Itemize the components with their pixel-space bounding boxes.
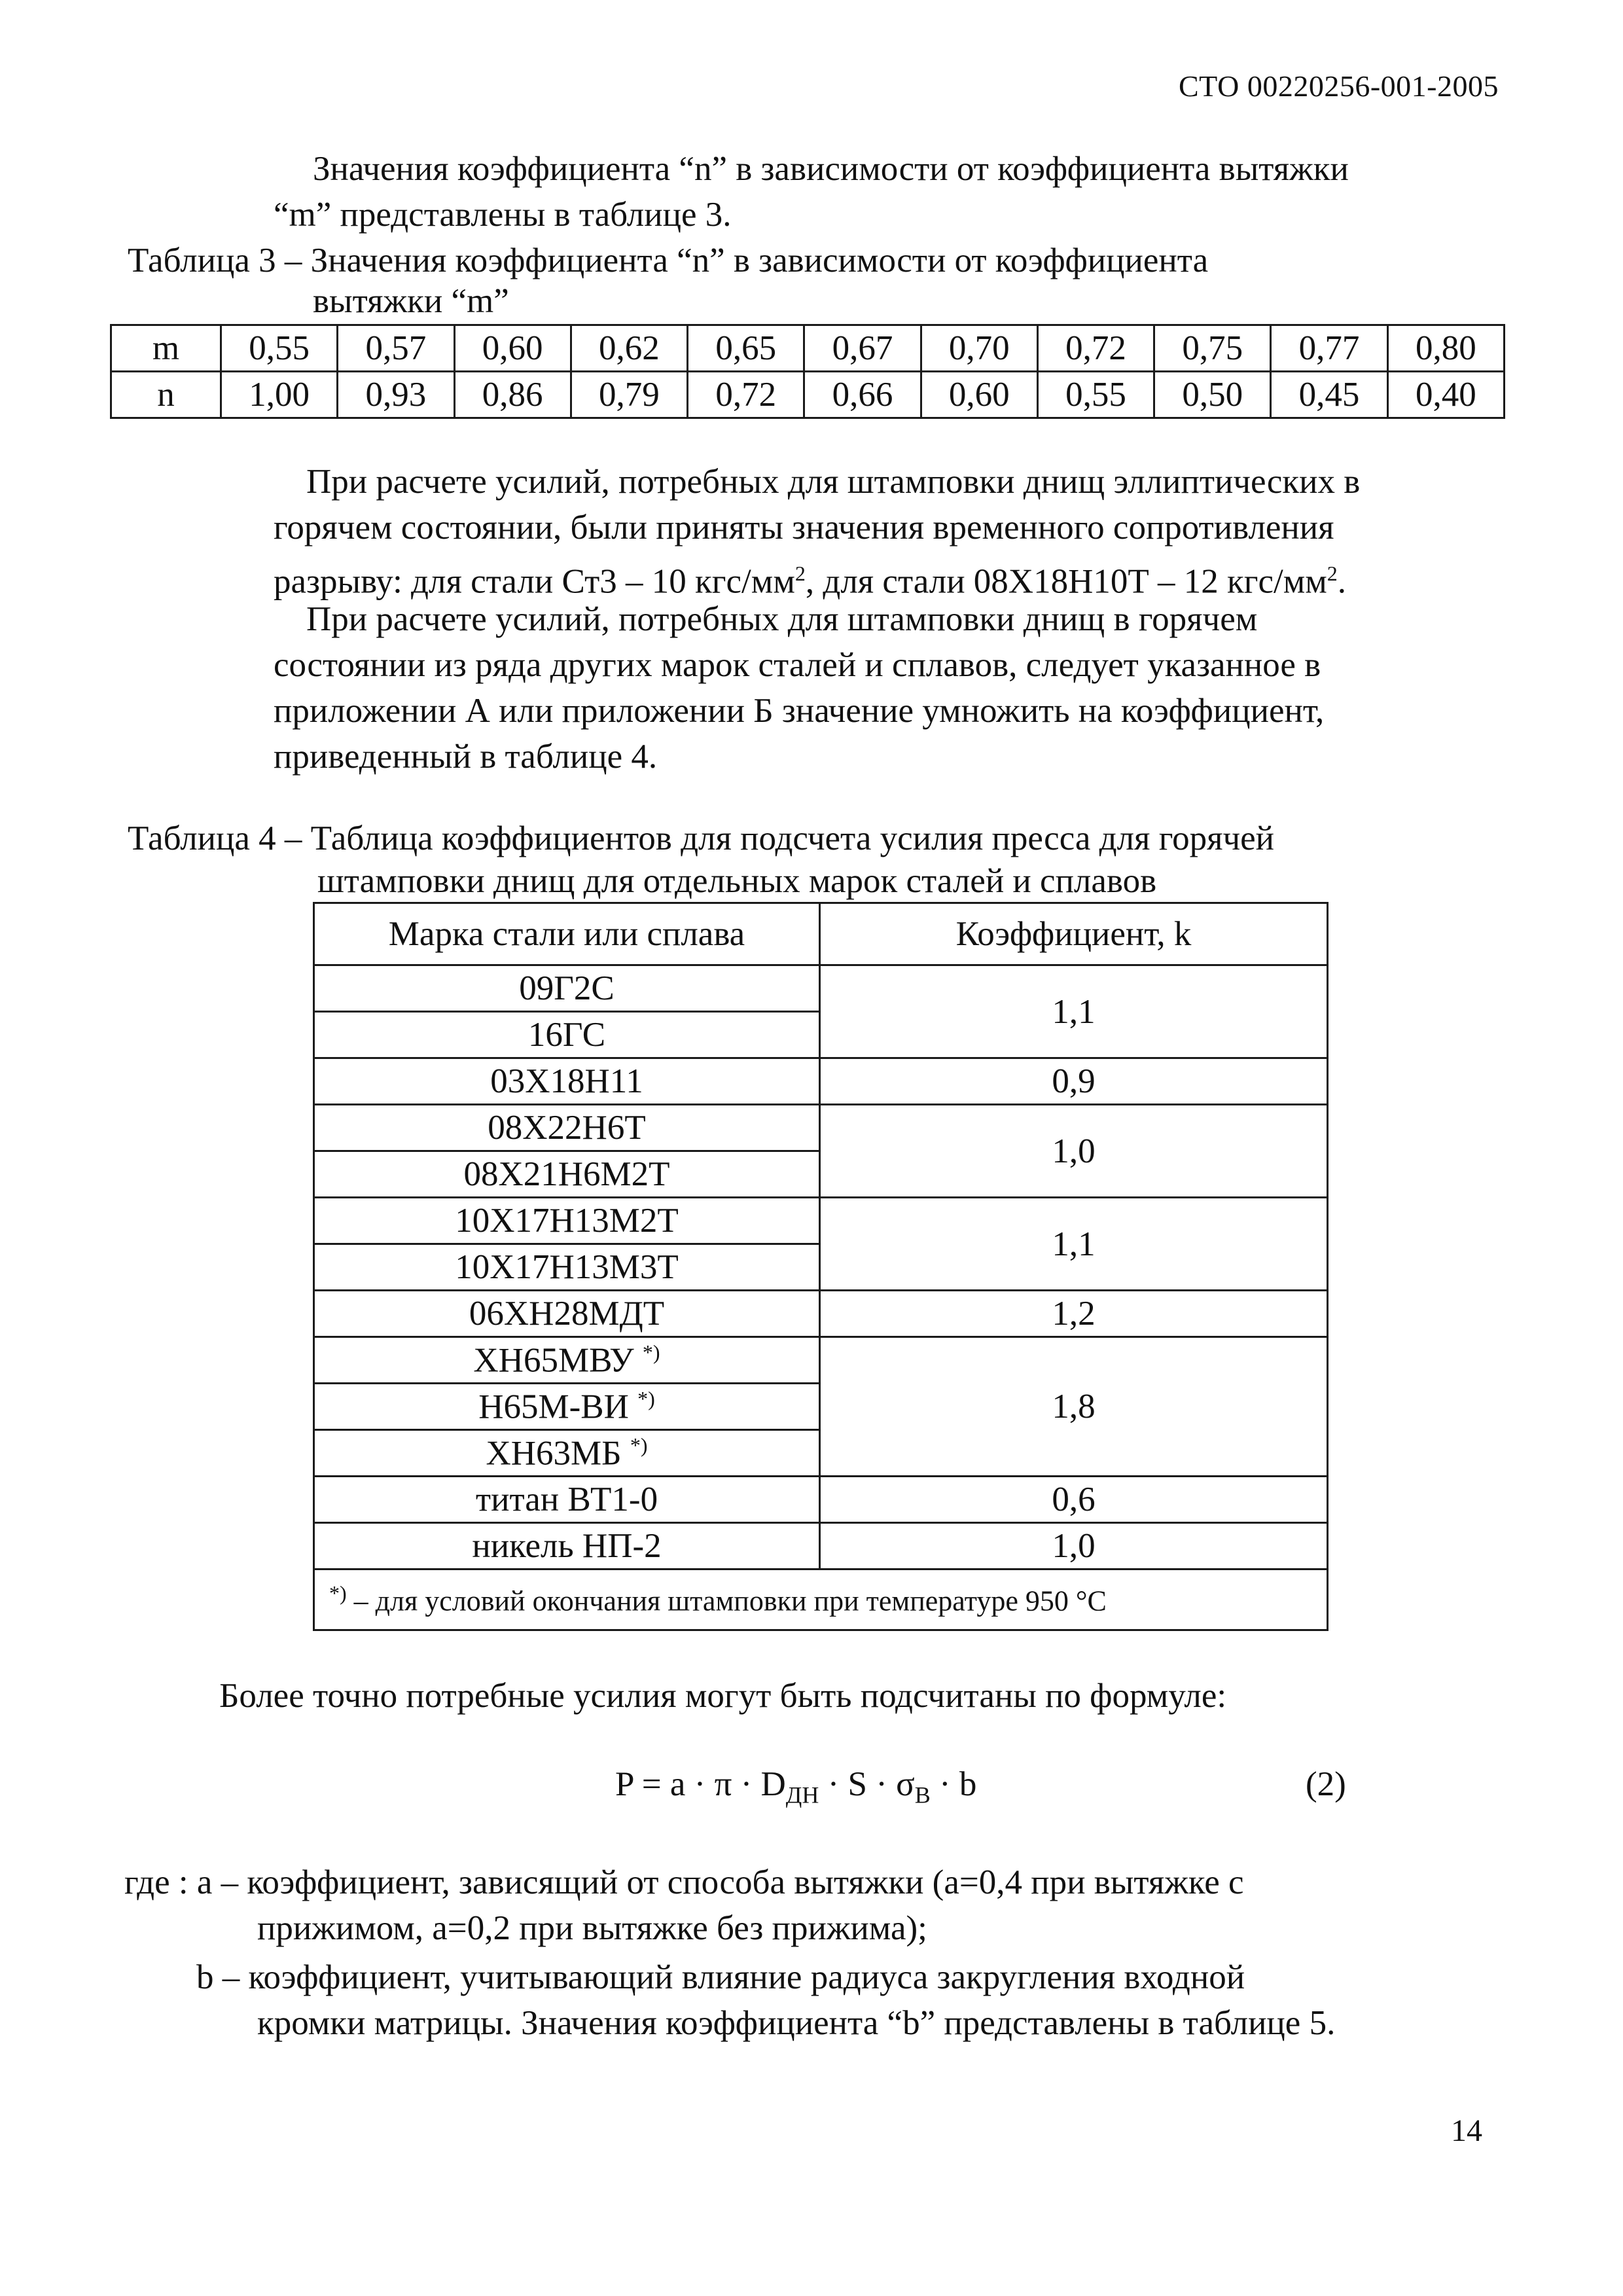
table-cell: 0,77: [1271, 325, 1387, 372]
intro-line-1: Значения коэффициента “n” в зависимости от коэффициента вытяжки: [313, 150, 1349, 188]
coefficient-cell: 1,8: [820, 1337, 1328, 1477]
table-row: [314, 1105, 1328, 1151]
table-cell: 1,00: [221, 372, 338, 418]
footnote-text: – для условий окончания штамповки при температуре 950 °С: [346, 1585, 1107, 1617]
footnote-marker: *): [329, 1581, 347, 1605]
row-label-m: m: [111, 325, 221, 372]
row-label-n: n: [111, 372, 221, 418]
table4: [313, 902, 1329, 1631]
table3-caption: Таблица 3 – Значения коэффициента “n” в зависимости от коэффициента: [128, 242, 1209, 279]
where-b-line-2: кромки матрицы. Значения коэффициента “b” представлены в таблице 5.: [257, 2004, 1336, 2042]
table-cell: 0,70: [921, 325, 1037, 372]
table-cell: 0,67: [804, 325, 921, 372]
table-row: [314, 1337, 1328, 1384]
table-row: [111, 325, 1505, 372]
table-header-row: [314, 903, 1328, 965]
table3-caption-cont: вытяжки “m”: [313, 282, 509, 320]
coefficient-cell: 0,9: [820, 1058, 1328, 1105]
table-cell: 0,55: [221, 325, 338, 372]
para1-line-1: При расчете усилий, потребных для штамповки днищ эллиптических в: [306, 463, 1361, 501]
grade-cell: никель НП-2: [314, 1523, 820, 1570]
para1-text: , для стали 08Х18Н10Т – 12 кгс/мм: [805, 562, 1327, 601]
superscript: 2: [794, 562, 806, 585]
footnote-marker: *): [630, 1433, 648, 1457]
table-row: [314, 1477, 1328, 1523]
coefficient-cell: 1,0: [820, 1523, 1328, 1570]
para1-text: разрыву: для стали Ст3 – 10 кгс/мм: [274, 562, 795, 601]
table-cell: 0,72: [1037, 325, 1154, 372]
table-cell: 0,80: [1387, 325, 1504, 372]
table-footnote-row: [314, 1570, 1328, 1630]
table-cell: 0,65: [688, 325, 804, 372]
grade-cell: 03Х18Н11: [314, 1058, 820, 1105]
table-cell: 0,86: [454, 372, 571, 418]
grade-text: Н65М-ВИ: [478, 1388, 638, 1426]
grade-cell: 16ГС: [314, 1012, 820, 1058]
column-header-grade: Марка стали или сплава: [314, 903, 820, 965]
table-cell: 0,50: [1154, 372, 1271, 418]
where-a-line-1: где : а – коэффициент, зависящий от способа вытяжки (а=0,4 при вытяжке с: [124, 1863, 1244, 1901]
coefficient-cell: 1,1: [820, 965, 1328, 1058]
table-row: [314, 1198, 1328, 1244]
coefficient-cell: 1,1: [820, 1198, 1328, 1291]
grade-cell: титан ВТ1-0: [314, 1477, 820, 1523]
column-header-coefficient: Коэффициент, k: [820, 903, 1328, 965]
grade-cell: 10Х17Н13М2Т: [314, 1198, 820, 1244]
table-cell: 0,60: [921, 372, 1037, 418]
table-cell: 0,79: [571, 372, 687, 418]
table-cell: 0,66: [804, 372, 921, 418]
formula-intro: Более точно потребные усилия могут быть подсчитаны по формуле:: [219, 1677, 1227, 1715]
table-cell: 0,57: [338, 325, 454, 372]
grade-cell: [314, 1384, 820, 1430]
coefficient-cell: 0,6: [820, 1477, 1328, 1523]
subscript: В: [914, 1782, 931, 1808]
para2-line-3: приложении А или приложении Б значение умножить на коэффициент,: [274, 692, 1325, 730]
grade-text: ХН65МВУ: [473, 1341, 643, 1380]
grade-cell: [314, 1337, 820, 1384]
table-footnote: [314, 1570, 1328, 1630]
grade-cell: 09Г2С: [314, 965, 820, 1012]
table-row: [314, 965, 1328, 1012]
para2-line-2: состоянии из ряда других марок сталей и сплавов, следует указанное в: [274, 646, 1321, 684]
intro-line-2: “m” представлены в таблице 3.: [274, 196, 732, 234]
formula-part: P = a · π · D: [615, 1765, 786, 1803]
grade-cell: 08Х22Н6Т: [314, 1105, 820, 1151]
footnote-marker: *): [642, 1340, 660, 1364]
coefficient-cell: 1,2: [820, 1291, 1328, 1337]
para1-text: .: [1337, 562, 1347, 601]
where-a-line-2: прижимом, а=0,2 при вытяжке без прижима);: [257, 1909, 927, 1947]
table4-caption: Таблица 4 – Таблица коэффициентов для подсчета усилия пресса для горячей: [128, 819, 1275, 857]
table-row: [314, 1058, 1328, 1105]
grade-text: ХН63МБ: [486, 1434, 630, 1473]
table3: [110, 324, 1505, 419]
formula-number: (2): [1306, 1765, 1346, 1803]
table-row: [314, 1291, 1328, 1337]
table-cell: 0,62: [571, 325, 687, 372]
formula: [615, 1761, 976, 1820]
table-cell: 0,55: [1037, 372, 1154, 418]
para1-line-2: горячем состоянии, были приняты значения временного сопротивления: [274, 509, 1334, 547]
formula-part: · b: [930, 1765, 977, 1803]
grade-cell: 08Х21Н6М2Т: [314, 1151, 820, 1198]
table-cell: 0,40: [1387, 372, 1504, 418]
grade-cell: 06ХН28МДТ: [314, 1291, 820, 1337]
page-number: 14: [1451, 2113, 1482, 2148]
table-cell: 0,93: [338, 372, 454, 418]
table-cell: 0,72: [688, 372, 804, 418]
subscript: ДН: [785, 1782, 819, 1808]
table4-caption-cont: штамповки днищ для отдельных марок сталей и сплавов: [317, 862, 1157, 900]
table-cell: 0,60: [454, 325, 571, 372]
formula-part: · S · σ: [819, 1765, 915, 1803]
table-row: [314, 1523, 1328, 1570]
table-cell: 0,45: [1271, 372, 1387, 418]
grade-cell: [314, 1430, 820, 1477]
superscript: 2: [1327, 562, 1338, 585]
table-row: [111, 372, 1505, 418]
para2-line-1: При расчете усилий, потребных для штамповки днищ в горячем: [306, 600, 1258, 638]
para2-line-4: приведенный в таблице 4.: [274, 738, 658, 776]
where-b-line-1: b – коэффициент, учитывающий влияние радиуса закругления входной: [196, 1958, 1245, 1996]
coefficient-cell: 1,0: [820, 1105, 1328, 1198]
grade-cell: 10Х17Н13М3Т: [314, 1244, 820, 1291]
table-cell: 0,75: [1154, 325, 1271, 372]
footnote-marker: *): [637, 1386, 655, 1410]
document-code: СТО 00220256-001-2005: [1178, 69, 1499, 103]
